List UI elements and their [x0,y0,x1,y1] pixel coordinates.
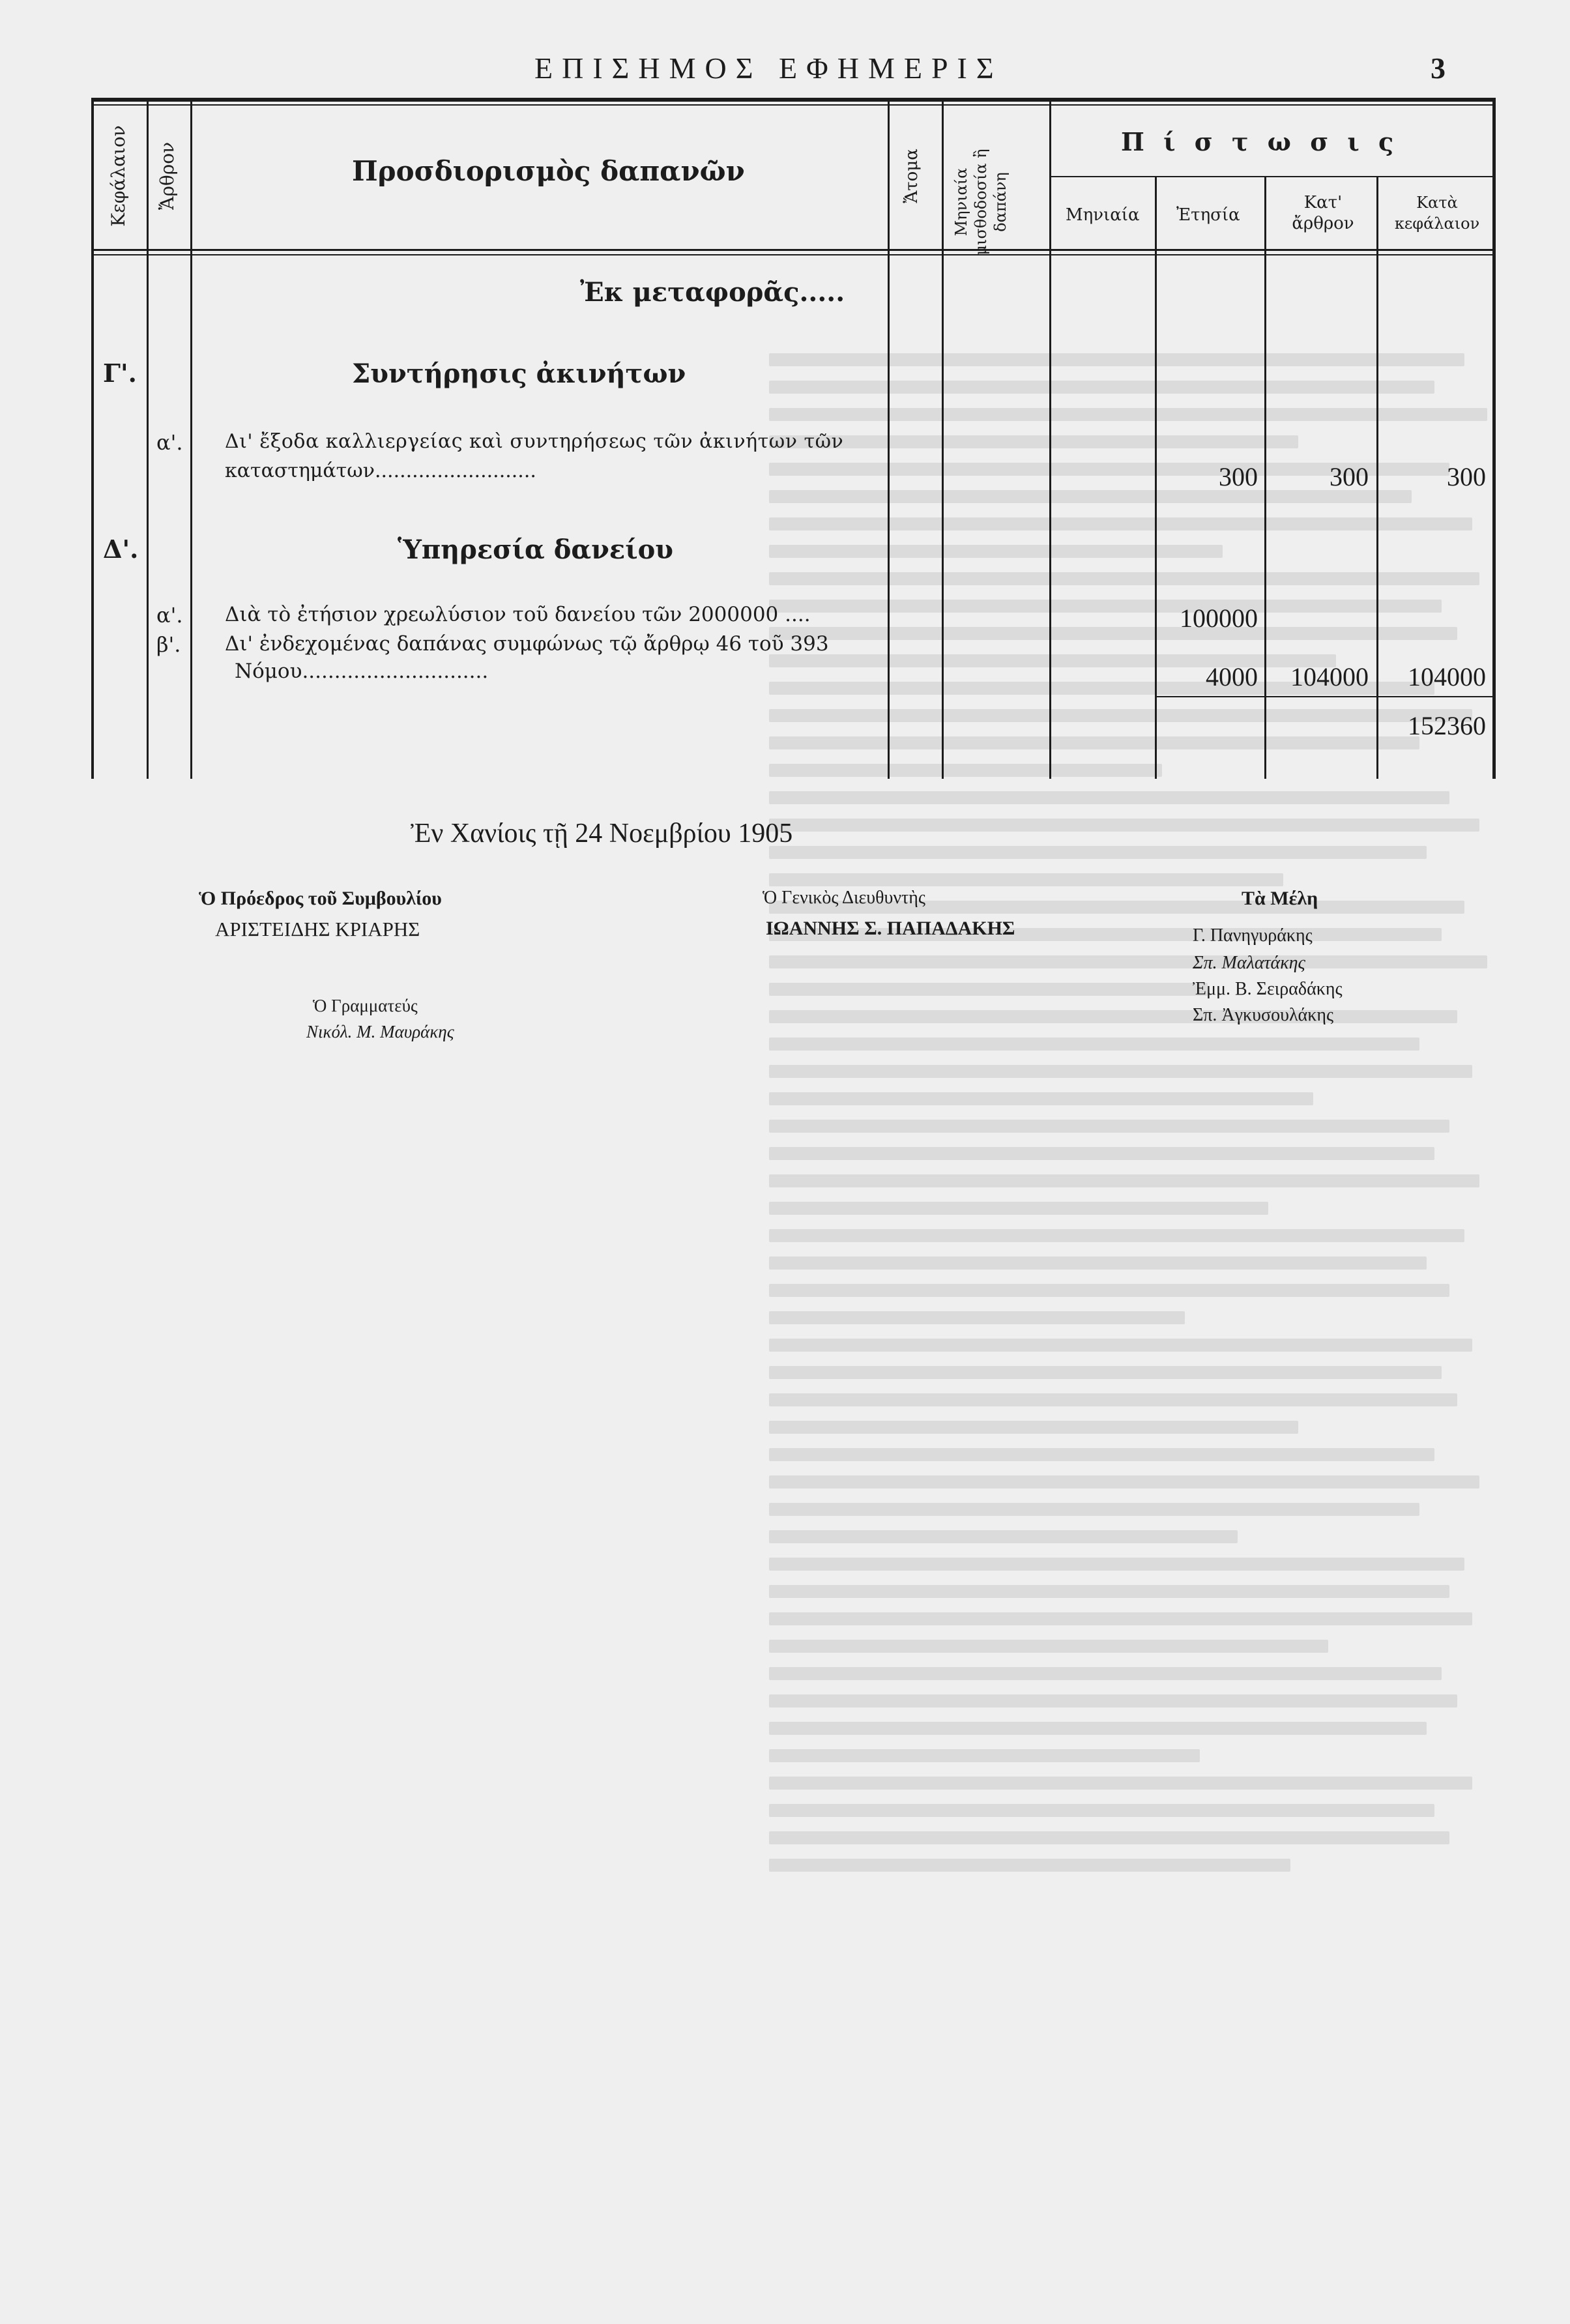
carried-forward: Ἐκ μεταφορᾶς..... [580,277,845,308]
col-sep-per-article [1376,176,1378,779]
director-name: ΙΩΑΝΝΗΣ Σ. ΠΑΠΑΔΑΚΗΣ [766,918,1015,939]
president-name: ΑΡΙΣΤΕΙΔΗΣ ΚΡΙΑΡΗΣ [215,918,420,940]
col-sep-chapter [147,98,149,779]
member-1: Γ. Πανηγυράκης [1193,925,1313,946]
header-credit-per-chapter: Κατὰ κεφάλαιον [1394,194,1480,233]
member-4: Σπ. Ἀγκυσουλάκης [1193,1005,1334,1025]
col-sep-salary [1049,98,1051,779]
item-d-b-text-line2: Νόμου............................. [235,660,489,683]
header-persons: Ἄτομα [902,149,922,203]
item-d-b-text-line1: Δι' ἐνδεχομένας δαπάνας συμφώνως τῷ ἄρθρῳ 46 τοῦ 393 [225,632,829,656]
header-bottom-rule [91,249,1496,251]
chapter-d-number: Δ'. [103,534,139,564]
president-title: Ὁ Πρόεδρος τοῦ Συμβουλίου [199,888,442,909]
grand-total: 152360 [1408,711,1486,740]
chapter-g-title: Συντήρησις ἀκινήτων [352,358,686,389]
total-rule [1155,696,1494,697]
secretary-name: Νικόλ. Μ. Μαυράκης [306,1022,454,1041]
item-d-a-text-line1: Διὰ τὸ ἐτήσιον χρεωλύσιον τοῦ δανείου τῶν 2000000 .... [225,603,811,626]
header-article: Ἄρθρον [156,141,178,211]
item-g-a-article: α'. [156,430,183,455]
table-left-rule [91,98,94,779]
header-credit-annual: Ἐτησία [1176,205,1240,225]
secretary-title: Ὁ Γραμματεύς [313,996,418,1015]
item-d-b-annual: 4000 [1206,662,1258,691]
header-credit-per-article: Κατ' ἄρθρον [1292,193,1354,233]
page-header [0,51,1570,90]
header-credits: Π ί σ τ ω σ ι ς [1121,127,1399,156]
item-d-a-annual: 100000 [1180,603,1258,633]
item-d-b-per-article: 104000 [1290,662,1369,691]
item-d-a-article: α'. [156,603,183,628]
header-monthly-salary: Μηνιαία μισθοδοσία ἢ δαπάνη [952,149,1010,255]
item-d-b-per-chapter: 104000 [1408,662,1486,691]
item-d-b-article: β'. [156,632,181,657]
table-right-rule [1492,98,1496,779]
member-3: Ἐμμ. Β. Σειραδάκης [1193,979,1343,999]
table-top-rule-thin [91,104,1496,106]
budget-table [91,98,1496,779]
header-bottom-rule-thin [91,254,1496,255]
col-sep-annual [1264,176,1266,779]
chapter-g-number: Γ'. [103,358,137,388]
table-top-rule [91,98,1496,102]
header-chapter: Κεφάλαιον [108,125,129,227]
director-title: Ὁ Γενικὸς Διευθυντὴς [763,888,926,908]
item-g-a-text-line1: Δι' ἔξοδα καλλιεργείας καὶ συντηρήσεως τῶν ἀκινήτων τῶν [225,430,844,453]
item-g-a-per-article: 300 [1330,462,1369,491]
col-sep-persons [942,98,944,779]
item-g-a-text-line2: καταστημάτων.......................... [225,459,536,482]
place-date: Ἐν Χανίοις τῇ 24 Νοεμβρίου 1905 [411,819,793,849]
gazette-title: ΕΠΙΣΗΜΟΣ ΕΦΗΜΕΡΙΣ [534,51,1003,85]
page-number: 3 [1431,51,1446,85]
members-title: Τὰ Μέλη [1242,888,1318,909]
col-sep-description [888,98,890,779]
item-g-a-per-chapter: 300 [1447,462,1486,491]
credits-subheader-rule [1049,176,1494,177]
chapter-d-title: Ὑπηρεσία δανείου [398,534,674,565]
col-sep-monthly [1155,176,1157,779]
header-credit-monthly: Μηνιαία [1066,205,1140,225]
col-sep-article [190,98,192,779]
item-g-a-annual: 300 [1219,462,1258,491]
header-description: Προσδιορισμὸς δαπανῶν [352,155,745,187]
member-2: Σπ. Μαλατάκης [1193,953,1305,973]
